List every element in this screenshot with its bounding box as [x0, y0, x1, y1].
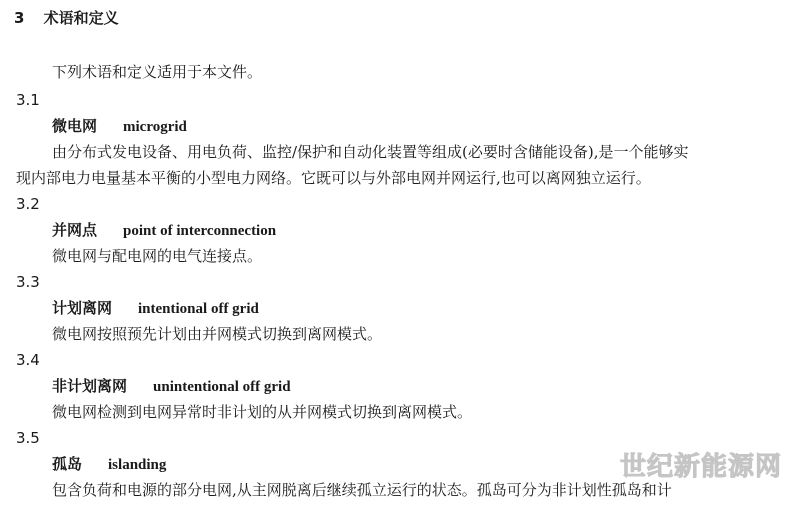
term-heading: [52, 376, 291, 397]
term-zh: 孤岛: [52, 455, 83, 473]
term-zh: 微电网: [52, 117, 98, 135]
term-en: point of interconnection: [123, 223, 277, 239]
clause-number: 3.3: [16, 273, 40, 291]
definition-line: 由分布式发电设备、用电负荷、监控/保护和自动化装置等组成(必要时含储能设备),是一个能够实: [52, 143, 689, 161]
term-heading: [52, 116, 187, 137]
section-heading: [14, 8, 119, 28]
term-en: unintentional off grid: [153, 379, 291, 395]
clause-number: 3.1: [16, 91, 40, 109]
definition-line: 微电网按照预先计划由并网模式切换到离网模式。: [52, 325, 383, 343]
site-watermark: 世纪新能源网: [619, 452, 782, 482]
clause-number: 3.2: [16, 195, 40, 213]
section-number: 3: [14, 9, 25, 27]
term-zh: 计划离网: [52, 299, 113, 317]
definition-line: 现内部电力电量基本平衡的小型电力网络。它既可以与外部电网并网运行,也可以离网独立运行。: [16, 169, 651, 187]
clause-number: 3.4: [16, 351, 40, 369]
term-zh: 并网点: [52, 221, 98, 239]
section-intro: 下列术语和定义适用于本文件。: [52, 63, 263, 81]
clause-number: 3.5: [16, 429, 40, 447]
term-heading: [52, 298, 259, 319]
term-zh: 非计划离网: [52, 377, 128, 395]
term-heading: [52, 454, 166, 475]
definition-line: 微电网与配电网的电气连接点。: [52, 247, 263, 265]
term-heading: [52, 220, 276, 241]
term-en: microgrid: [123, 119, 187, 135]
definition-line: 包含负荷和电源的部分电网,从主网脱离后继续孤立运行的状态。孤岛可分为非计划性孤岛和计: [52, 481, 672, 499]
definition-line: 微电网检测到电网异常时非计划的从并网模式切换到离网模式。: [52, 403, 473, 421]
term-en: intentional off grid: [138, 301, 259, 317]
section-title: 术语和定义: [43, 9, 119, 27]
term-en: islanding: [108, 457, 167, 473]
